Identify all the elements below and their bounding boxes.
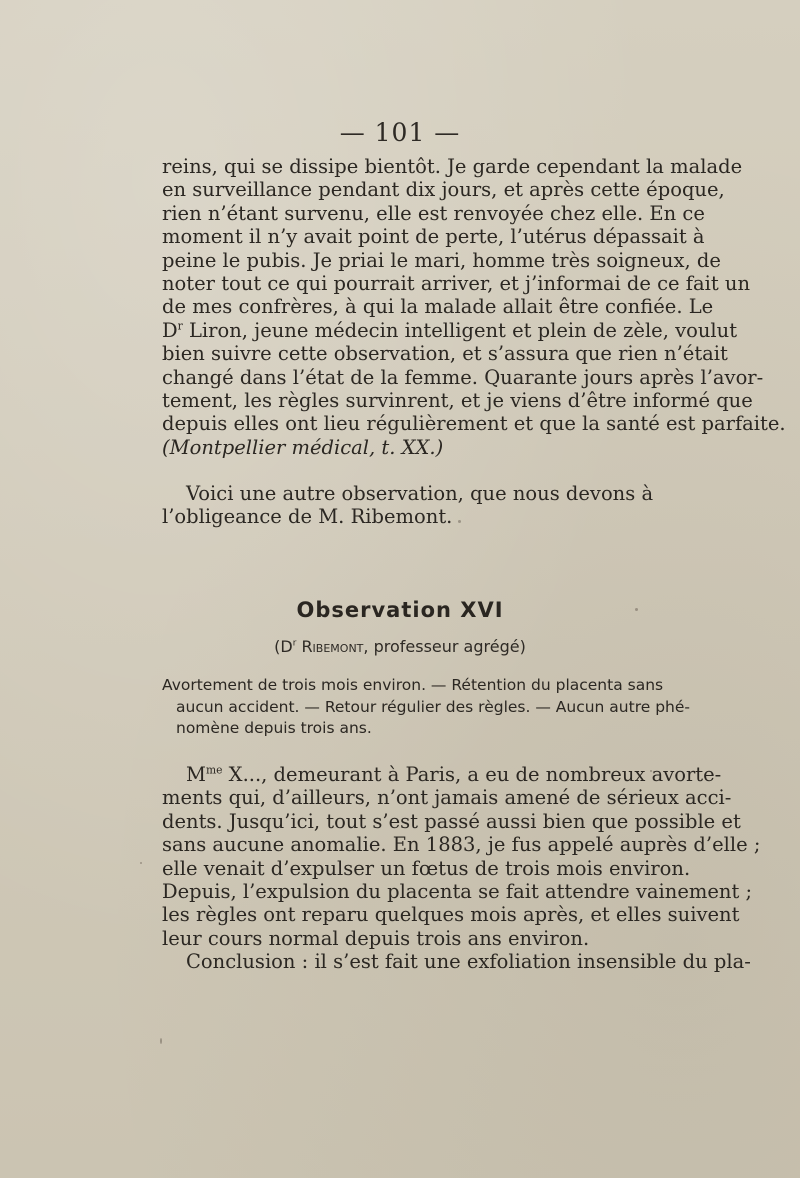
text-line: $D^r$ Liron, jeune médecin intelligent et plein de zèle, voulut bbox=[162, 318, 738, 342]
text-line: $M^{me}$ X..., demeurant à Paris, a eu de nombreux avorte- bbox=[186, 763, 722, 786]
paragraph-introduction bbox=[162, 482, 654, 529]
paper-speck bbox=[650, 770, 652, 772]
citation-line: (Montpellier médical, t. XX.) bbox=[162, 435, 444, 459]
summary-line: aucun accident. — Retour régulier des règles. — Aucun autre phé- bbox=[176, 697, 690, 716]
text-line: de mes confrères, à qui la malade allait être confiée. Le bbox=[162, 295, 714, 319]
observation-author bbox=[0, 637, 800, 656]
text-line: leur cours normal depuis trois ans environ. bbox=[162, 926, 590, 950]
author-suffix: , professeur agrégé) bbox=[363, 637, 526, 656]
text-line: en surveillance pendant dix jours, et après cette époque, bbox=[162, 178, 725, 202]
text-line: sans aucune anomalie. En 1883, je fus appelé auprès d’elle ; bbox=[162, 833, 761, 857]
text-line: noter tout ce qui pourrait arriver, et j’informai de ce fait un bbox=[162, 272, 751, 296]
text-line: depuis elles ont lieu régulièrement et que la santé est parfaite. bbox=[162, 412, 786, 436]
superscript: r bbox=[177, 319, 183, 333]
author-name: Ribemont bbox=[301, 637, 364, 656]
summary-line: Avortement de trois mois environ. — Rétention du placenta sans bbox=[162, 676, 664, 694]
text-line: changé dans l’état de la femme. Quarante jours après l’avor- bbox=[162, 365, 764, 389]
paper-speck bbox=[160, 1038, 162, 1044]
text-line: moment il n’y avait point de perte, l’utérus dépassait à bbox=[162, 225, 705, 249]
observation-title: Observation XVI bbox=[296, 598, 504, 622]
superscript: r bbox=[292, 638, 297, 649]
superscript: me bbox=[205, 763, 223, 777]
text-line: elle venait d’expulser un fœtus de trois mois environ. bbox=[162, 856, 691, 880]
paragraph-case-description bbox=[162, 763, 761, 974]
page-number: — 101 — bbox=[339, 118, 461, 147]
text-line: l’obligeance de M. Ribemont. bbox=[162, 505, 453, 529]
author-prefix: ($D^r$ bbox=[274, 637, 297, 656]
text-line: peine le pubis. Je priai le mari, homme très soigneux, de bbox=[162, 248, 721, 272]
text-line: les règles ont reparu quelques mois après, et elles suivent bbox=[162, 903, 740, 927]
text-line: dents. Jusqu’ici, tout s’est passé aussi bien que possible et bbox=[162, 809, 741, 833]
text-line: tement, les règles survinrent, et je viens d’être informé que bbox=[162, 389, 753, 413]
paper-speck bbox=[635, 608, 638, 611]
text-line: ments qui, d’ailleurs, n’ont jamais amené de sérieux acci- bbox=[162, 786, 732, 810]
text-line: Conclusion : il s’est fait une exfoliation insensible du pla- bbox=[186, 950, 751, 974]
paper-speck bbox=[458, 520, 461, 523]
text-line: Voici une autre observation, que nous devons à bbox=[186, 482, 654, 505]
paper-speck bbox=[140, 862, 142, 864]
observation-summary bbox=[162, 675, 690, 740]
text-line: bien suivre cette observation, et s’assura que rien n’était bbox=[162, 342, 728, 366]
text-line: Depuis, l’expulsion du placenta se fait attendre vainement ; bbox=[162, 880, 753, 904]
text-line: reins, qui se dissipe bientôt. Je garde cependant la malade bbox=[162, 155, 743, 178]
text-line: rien n’étant survenu, elle est renvoyée chez elle. En ce bbox=[162, 201, 705, 225]
summary-line: nomène depuis trois ans. bbox=[176, 719, 372, 737]
paragraph-case-continuation bbox=[162, 155, 786, 459]
